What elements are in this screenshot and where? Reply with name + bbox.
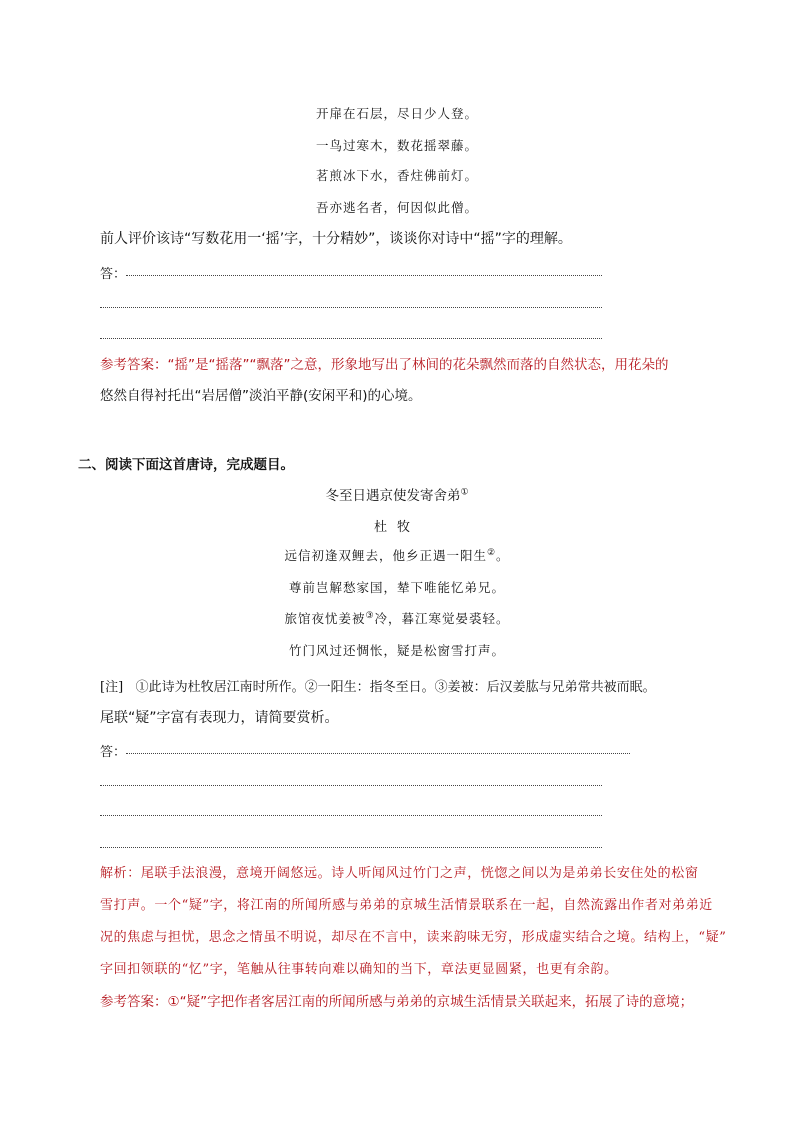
q2-answer-line-2[interactable]: [100, 785, 602, 786]
poem2-author: 杜牧: [373, 520, 420, 535]
poem2-title: [0, 484, 794, 504]
q1-ref-text-line2: 悠然自得衬托出“岩居僧”淡泊平静(安闲平和)的心境。: [100, 388, 422, 404]
q1-answer-label: 答：: [100, 267, 127, 282]
poem1-line-4: 吾亦逃名者，何因似此僧。: [315, 200, 478, 215]
poem2-line-1-note: ②: [486, 547, 497, 558]
note-label: [注]: [100, 680, 124, 695]
poem1-line-2: 一鸟过寒木，数花摇翠藤。: [315, 138, 478, 153]
analysis-line-1: [100, 858, 698, 890]
poem2-line-1-end: 。: [496, 548, 510, 563]
q1-answer-line-2[interactable]: [100, 307, 602, 308]
poem2-title-text: 冬至日遇京使发寄舍弟: [325, 488, 461, 504]
q1-ref-label: 参考答案：: [100, 357, 168, 373]
analysis-text-1: 尾联手法浪漫，意境开阔悠远。诗人听闻风过竹门之声，恍惚之间以为是弟弟长安住处的松窗: [140, 866, 699, 881]
poem2-line-2: 尊前岂解愁家国，辇下唯能忆弟兄。: [288, 580, 505, 595]
q2-answer-line-4[interactable]: [100, 847, 602, 848]
q1-answer-line-1[interactable]: [126, 275, 602, 276]
analysis-line-2: 雪打声。一个“疑”字，将江南的所闻所感与弟弟的京城生活情景联系在一起，自然流露出作者对弟弟近: [100, 898, 713, 913]
q1-reference-answer: [100, 350, 668, 380]
poem2-line-4: 竹门风过还惆怅，疑是松窗雪打声。: [288, 643, 505, 658]
q2-ref-label: 参考答案：: [100, 994, 168, 1010]
poem1-line-1: 开扉在石层，尽日少人登。: [315, 106, 478, 121]
q1-answer-line-3[interactable]: [100, 338, 602, 339]
poem2-line-3: [0, 609, 794, 627]
q2-ref-text: ①“疑”字把作者客居江南的所闻所感与弟弟的京城生活情景关联起来，拓展了诗的意境；: [167, 994, 694, 1010]
poem2-line-1-text: 远信初逢双鲤去，他乡正遇一阳生: [284, 548, 487, 563]
q2-answer-label: 答：: [100, 745, 127, 760]
poem2-notes: [100, 676, 656, 695]
section2-heading: 二、阅读下面这首唐诗，完成题目。: [78, 457, 294, 473]
analysis-label: 解析：: [100, 866, 141, 881]
analysis-line-4: 字回扣领联的“忆”字，笔触从往事转向难以确知的当下，章法更显圆紧，也更有余韵。: [100, 962, 618, 977]
q1-ref-text-line1: “摇”是“摇落”“飘落”之意，形象地写出了林间的花朵飘然而落的自然状态，用花朵的: [167, 357, 669, 373]
poem1-line-3: 茗煎冰下水，香炷佛前灯。: [315, 168, 478, 183]
poem2-line-3-end: 冷，暮江寒觉晏裘轻。: [374, 611, 510, 626]
poem2-title-note: ①: [460, 487, 469, 498]
poem2-line-3-note: ③: [365, 610, 375, 621]
q1-prompt: 前人评价该诗“写数花用一‘摇’字，十分精妙”，谈谈你对诗中“摇”字的理解。: [100, 231, 572, 247]
poem2-line-3-text: 旅馆夜忧姜被: [284, 611, 366, 626]
analysis-line-3: 况的焦虑与担忧，思念之情虽不明说，却尽在不言中，读来韵味无穷，形成虚实结合之境。结构上，“疑”: [100, 930, 727, 945]
q2-answer-line-3[interactable]: [100, 815, 602, 816]
poem2-line-1: [0, 546, 794, 564]
q2-answer-line-1[interactable]: [126, 753, 630, 754]
note-text: ①此诗为杜牧居江南时所作。②一阳生：指冬至日。③姜被：后汉姜肱与兄弟常共被而眠。: [135, 680, 656, 695]
q2-prompt: 尾联“疑”字富有表现力，请简要赏析。: [100, 710, 339, 726]
q2-reference-answer: [100, 987, 693, 1017]
